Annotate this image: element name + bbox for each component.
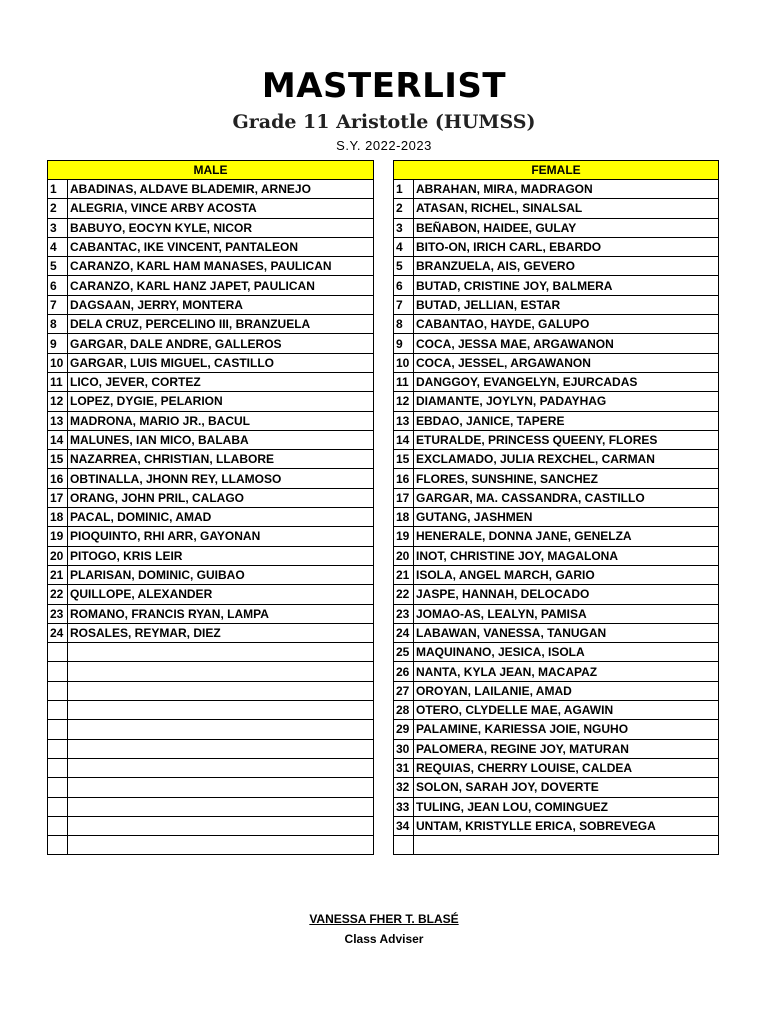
student-name: NAZARREA, CHRISTIAN, LLABORE <box>68 450 374 469</box>
table-row <box>48 372 374 391</box>
student-name: SOLON, SARAH JOY, DOVERTE <box>414 778 719 797</box>
student-name <box>68 816 374 835</box>
student-name: GARGAR, LUIS MIGUEL, CASTILLO <box>68 353 374 372</box>
student-name: BITO-ON, IRICH CARL, EBARDO <box>414 237 719 256</box>
student-name <box>68 662 374 681</box>
row-number <box>48 778 68 797</box>
row-number: 10 <box>48 353 68 372</box>
table-row <box>48 604 374 623</box>
table-row <box>394 662 719 681</box>
student-name: OROYAN, LAILANIE, AMAD <box>414 681 719 700</box>
table-row <box>394 450 719 469</box>
table-row <box>48 276 374 295</box>
student-name: REQUIAS, CHERRY LOUISE, CALDEA <box>414 758 719 777</box>
student-name: PITOGO, KRIS LEIR <box>68 546 374 565</box>
adviser-role: Class Adviser <box>344 932 424 946</box>
section-subtitle: Grade 11 Aristotle (HUMSS) <box>232 111 536 133</box>
table-row <box>394 353 719 372</box>
male-roster-table <box>47 160 374 855</box>
female-roster-body <box>394 180 719 855</box>
student-name: EXCLAMADO, JULIA REXCHEL, CARMAN <box>414 450 719 469</box>
student-name <box>68 739 374 758</box>
student-name: BABUYO, EOCYN KYLE, NICOR <box>68 218 374 237</box>
row-number: 27 <box>394 681 414 700</box>
row-number: 17 <box>48 488 68 507</box>
row-number: 3 <box>394 218 414 237</box>
table-row <box>394 836 719 855</box>
row-number <box>48 643 68 662</box>
row-number: 26 <box>394 662 414 681</box>
row-number: 10 <box>394 353 414 372</box>
table-row <box>394 199 719 218</box>
table-row <box>48 643 374 662</box>
row-number: 1 <box>48 180 68 199</box>
row-number: 18 <box>48 508 68 527</box>
row-number: 34 <box>394 816 414 835</box>
student-name: DANGGOY, EVANGELYN, EJURCADAS <box>414 372 719 391</box>
table-row <box>394 295 719 314</box>
table-row <box>48 295 374 314</box>
row-number <box>48 797 68 816</box>
row-number: 33 <box>394 797 414 816</box>
student-name: ABADINAS, ALDAVE BLADEMIR, ARNEJO <box>68 180 374 199</box>
student-name: OBTINALLA, JHONN REY, LLAMOSO <box>68 469 374 488</box>
table-row <box>394 623 719 642</box>
table-row <box>394 508 719 527</box>
student-name <box>68 778 374 797</box>
table-row <box>48 778 374 797</box>
row-number: 32 <box>394 778 414 797</box>
school-year: S.Y. 2022-2023 <box>336 138 432 153</box>
row-number: 22 <box>48 585 68 604</box>
row-number: 4 <box>394 237 414 256</box>
student-name: GARGAR, DALE ANDRE, GALLEROS <box>68 334 374 353</box>
student-name: GUTANG, JASHMEN <box>414 508 719 527</box>
table-row <box>48 739 374 758</box>
table-row <box>394 565 719 584</box>
row-number: 15 <box>394 450 414 469</box>
student-name: PIOQUINTO, RHI ARR, GAYONAN <box>68 527 374 546</box>
table-row <box>48 392 374 411</box>
table-row <box>48 623 374 642</box>
row-number: 17 <box>394 488 414 507</box>
row-number: 6 <box>48 276 68 295</box>
table-row <box>394 546 719 565</box>
table-row <box>48 681 374 700</box>
row-number: 23 <box>48 604 68 623</box>
row-number <box>48 662 68 681</box>
student-name <box>68 701 374 720</box>
table-row <box>394 720 719 739</box>
table-row <box>48 199 374 218</box>
table-row <box>48 585 374 604</box>
female-roster-table <box>393 160 719 855</box>
table-row <box>48 662 374 681</box>
row-number: 14 <box>48 430 68 449</box>
male-roster-body <box>48 180 374 855</box>
row-number: 5 <box>48 257 68 276</box>
row-number: 22 <box>394 585 414 604</box>
table-row <box>48 488 374 507</box>
student-name: PALOMERA, REGINE JOY, MATURAN <box>414 739 719 758</box>
table-row <box>394 180 719 199</box>
row-number: 9 <box>394 334 414 353</box>
row-number: 11 <box>48 372 68 391</box>
row-number: 18 <box>394 508 414 527</box>
row-number: 12 <box>48 392 68 411</box>
table-row <box>394 334 719 353</box>
table-row <box>394 372 719 391</box>
row-number: 25 <box>394 643 414 662</box>
student-name: INOT, CHRISTINE JOY, MAGALONA <box>414 546 719 565</box>
table-row <box>394 585 719 604</box>
female-header-row <box>394 161 719 180</box>
row-number <box>48 720 68 739</box>
table-row <box>48 816 374 835</box>
table-row <box>48 546 374 565</box>
student-name: PLARISAN, DOMINIC, GUIBAO <box>68 565 374 584</box>
table-row <box>48 353 374 372</box>
table-row <box>48 411 374 430</box>
student-name: LOPEZ, DYGIE, PELARION <box>68 392 374 411</box>
table-row <box>48 450 374 469</box>
row-number: 29 <box>394 720 414 739</box>
row-number: 6 <box>394 276 414 295</box>
row-number: 24 <box>48 623 68 642</box>
row-number: 11 <box>394 372 414 391</box>
student-name <box>68 720 374 739</box>
row-number: 23 <box>394 604 414 623</box>
table-row <box>394 392 719 411</box>
row-number <box>48 758 68 777</box>
table-row <box>394 237 719 256</box>
row-number: 9 <box>48 334 68 353</box>
table-row <box>48 237 374 256</box>
table-row <box>48 257 374 276</box>
student-name: BEÑABON, HAIDEE, GULAY <box>414 218 719 237</box>
table-row <box>394 527 719 546</box>
student-name: ORANG, JOHN PRIL, CALAGO <box>68 488 374 507</box>
student-name: MAQUINANO, JESICA, ISOLA <box>414 643 719 662</box>
row-number: 20 <box>394 546 414 565</box>
row-number: 21 <box>394 565 414 584</box>
student-name: ABRAHAN, MIRA, MADRAGON <box>414 180 719 199</box>
row-number <box>48 816 68 835</box>
student-name: DAGSAAN, JERRY, MONTERA <box>68 295 374 314</box>
table-row <box>48 315 374 334</box>
row-number: 7 <box>48 295 68 314</box>
table-row <box>394 430 719 449</box>
male-column-header: MALE <box>48 161 374 180</box>
table-row <box>48 180 374 199</box>
table-row <box>394 411 719 430</box>
table-row <box>394 315 719 334</box>
student-name: PALAMINE, KARIESSA JOIE, NGUHO <box>414 720 719 739</box>
student-name: DIAMANTE, JOYLYN, PADAYHAG <box>414 392 719 411</box>
student-name: CARANZO, KARL HAM MANASES, PAULICAN <box>68 257 374 276</box>
student-name: CARANZO, KARL HANZ JAPET, PAULICAN <box>68 276 374 295</box>
table-row <box>48 797 374 816</box>
row-number: 14 <box>394 430 414 449</box>
student-name <box>68 681 374 700</box>
row-number: 13 <box>48 411 68 430</box>
student-name: OTERO, CLYDELLE MAE, AGAWIN <box>414 701 719 720</box>
student-name: JOMAO-AS, LEALYN, PAMISA <box>414 604 719 623</box>
student-name <box>68 836 374 855</box>
row-number <box>48 836 68 855</box>
row-number: 24 <box>394 623 414 642</box>
student-name: ROSALES, REYMAR, DIEZ <box>68 623 374 642</box>
row-number: 19 <box>394 527 414 546</box>
student-name: QUILLOPE, ALEXANDER <box>68 585 374 604</box>
row-number: 31 <box>394 758 414 777</box>
table-row <box>394 469 719 488</box>
table-row <box>48 508 374 527</box>
student-name: BUTAD, JELLIAN, ESTAR <box>414 295 719 314</box>
row-number: 4 <box>48 237 68 256</box>
student-name: BUTAD, CRISTINE JOY, BALMERA <box>414 276 719 295</box>
row-number: 1 <box>394 180 414 199</box>
student-name: JASPE, HANNAH, DELOCADO <box>414 585 719 604</box>
student-name: MALUNES, IAN MICO, BALABA <box>68 430 374 449</box>
row-number: 15 <box>48 450 68 469</box>
page-title: MASTERLIST <box>261 66 507 106</box>
row-number: 12 <box>394 392 414 411</box>
student-name: PACAL, DOMINIC, AMAD <box>68 508 374 527</box>
table-row <box>394 218 719 237</box>
student-name: COCA, JESSA MAE, ARGAWANON <box>414 334 719 353</box>
student-name: FLORES, SUNSHINE, SANCHEZ <box>414 469 719 488</box>
row-number: 2 <box>394 199 414 218</box>
row-number <box>48 701 68 720</box>
adviser-name: VANESSA FHER T. BLASÉ <box>309 912 459 926</box>
table-row <box>394 758 719 777</box>
student-name: UNTAM, KRISTYLLE ERICA, SOBREVEGA <box>414 816 719 835</box>
table-row <box>394 681 719 700</box>
student-name: GARGAR, MA. CASSANDRA, CASTILLO <box>414 488 719 507</box>
row-number: 8 <box>394 315 414 334</box>
student-name <box>414 836 719 855</box>
row-number: 30 <box>394 739 414 758</box>
student-name: ETURALDE, PRINCESS QUEENY, FLORES <box>414 430 719 449</box>
row-number: 16 <box>48 469 68 488</box>
table-row <box>48 758 374 777</box>
row-number: 19 <box>48 527 68 546</box>
student-name: COCA, JESSEL, ARGAWANON <box>414 353 719 372</box>
row-number <box>394 836 414 855</box>
table-row <box>48 334 374 353</box>
row-number: 20 <box>48 546 68 565</box>
student-name: ALEGRIA, VINCE ARBY ACOSTA <box>68 199 374 218</box>
table-row <box>48 701 374 720</box>
student-name <box>68 643 374 662</box>
table-row <box>394 488 719 507</box>
student-name <box>68 758 374 777</box>
row-number: 28 <box>394 701 414 720</box>
student-name: TULING, JEAN LOU, COMINGUEZ <box>414 797 719 816</box>
student-name: EBDAO, JANICE, TAPERE <box>414 411 719 430</box>
row-number: 21 <box>48 565 68 584</box>
table-row <box>394 778 719 797</box>
table-row <box>394 643 719 662</box>
table-row <box>394 816 719 835</box>
student-name: LABAWAN, VANESSA, TANUGAN <box>414 623 719 642</box>
table-row <box>394 257 719 276</box>
table-row <box>48 430 374 449</box>
row-number: 8 <box>48 315 68 334</box>
student-name: ATASAN, RICHEL, SINALSAL <box>414 199 719 218</box>
table-row <box>394 739 719 758</box>
table-row <box>48 565 374 584</box>
student-name: CABANTAO, HAYDE, GALUPO <box>414 315 719 334</box>
row-number <box>48 739 68 758</box>
row-number: 16 <box>394 469 414 488</box>
table-row <box>394 701 719 720</box>
table-row <box>48 527 374 546</box>
row-number: 2 <box>48 199 68 218</box>
table-row <box>48 836 374 855</box>
student-name: ISOLA, ANGEL MARCH, GARIO <box>414 565 719 584</box>
student-name: BRANZUELA, AIS, GEVERO <box>414 257 719 276</box>
student-name <box>68 797 374 816</box>
student-name: LICO, JEVER, CORTEZ <box>68 372 374 391</box>
row-number <box>48 681 68 700</box>
table-row <box>48 720 374 739</box>
student-name: HENERALE, DONNA JANE, GENELZA <box>414 527 719 546</box>
table-row <box>394 276 719 295</box>
row-number: 13 <box>394 411 414 430</box>
student-name: NANTA, KYLA JEAN, MACAPAZ <box>414 662 719 681</box>
male-header-row <box>48 161 374 180</box>
table-row <box>48 218 374 237</box>
row-number: 5 <box>394 257 414 276</box>
student-name: ROMANO, FRANCIS RYAN, LAMPA <box>68 604 374 623</box>
table-row <box>394 604 719 623</box>
student-name: DELA CRUZ, PERCELINO III, BRANZUELA <box>68 315 374 334</box>
table-row <box>48 469 374 488</box>
table-row <box>394 797 719 816</box>
student-name: MADRONA, MARIO JR., BACUL <box>68 411 374 430</box>
row-number: 3 <box>48 218 68 237</box>
student-name: CABANTAC, IKE VINCENT, PANTALEON <box>68 237 374 256</box>
female-column-header: FEMALE <box>394 161 719 180</box>
row-number: 7 <box>394 295 414 314</box>
